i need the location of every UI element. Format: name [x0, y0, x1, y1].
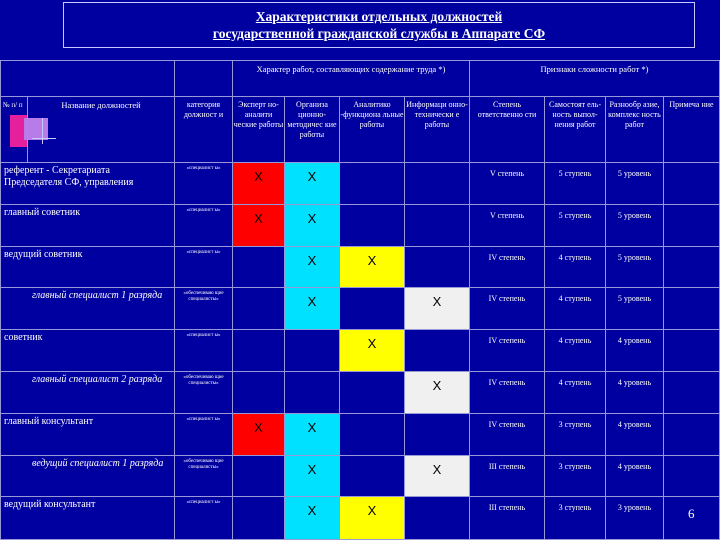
table-row-note — [664, 288, 720, 330]
mark-info: X — [405, 372, 470, 414]
table-row-category: «специалист ы» — [175, 497, 233, 540]
table-row-name: советник — [0, 330, 175, 372]
table-row-responsibility: IV степень — [470, 247, 545, 289]
header-responsibility: Степень ответственно сти — [470, 97, 545, 163]
mark-org: X — [285, 288, 340, 330]
table-row-category: «специалист ы» — [175, 163, 233, 205]
header-empty-category — [175, 60, 233, 97]
table-row-category: «обеспечиваю щие специалисты» — [175, 372, 233, 414]
header-category: категория должност и — [175, 97, 233, 163]
mark-expert: X — [233, 205, 285, 247]
table-row-name: главный специалист 2 разряда — [0, 372, 175, 414]
header-variety: Разнообр азие, комплекс ность работ — [606, 97, 664, 163]
table-row-category: «специалист ы» — [175, 247, 233, 289]
title-box — [63, 2, 695, 48]
table-row-independence: 4 ступень — [545, 330, 606, 372]
table-row-variety: 5 уровень — [606, 205, 664, 247]
table-row-name: главный специалист 1 разряда — [0, 288, 175, 330]
table-row-independence: 5 ступень — [545, 163, 606, 205]
table-row-responsibility: IV степень — [470, 288, 545, 330]
table-row-category: «обеспечиваю щие специалисты» — [175, 288, 233, 330]
table-row-variety: 5 уровень — [606, 163, 664, 205]
mark-info: X — [405, 288, 470, 330]
header-group-complexity: Признаки сложности работ *) — [470, 60, 720, 97]
title-line-2: государственной гражданской службы в Аппарате СФ — [212, 26, 546, 41]
mark-info — [405, 330, 470, 372]
mark-org: X — [285, 163, 340, 205]
header-num: № п/ п — [0, 97, 28, 163]
mark-org — [285, 330, 340, 372]
header-analytic: Аналитико -функциона льные работы — [340, 97, 405, 163]
header-empty — [0, 60, 175, 97]
table-row-note — [664, 414, 720, 456]
table-row-name: главный советник — [0, 205, 175, 247]
table-row-responsibility: IV степень — [470, 372, 545, 414]
table-row-responsibility: IV степень — [470, 330, 545, 372]
header-group-work: Характер работ, составляющих содержание труда *) — [233, 60, 470, 97]
table-row-name: референт - Секретариата Председателя СФ, управления — [0, 163, 175, 205]
table-row-note — [664, 372, 720, 414]
table-row-variety: 4 уровень — [606, 372, 664, 414]
table-row-category: «специалист ы» — [175, 330, 233, 372]
table-row-variety: 3 уровень — [606, 497, 664, 540]
table-row-independence: 4 ступень — [545, 288, 606, 330]
table-row-independence: 3 ступень — [545, 414, 606, 456]
table-row-variety: 5 уровень — [606, 288, 664, 330]
mark-analytic — [340, 205, 405, 247]
mark-info — [405, 163, 470, 205]
table-row-category: «специалист ы» — [175, 205, 233, 247]
mark-expert — [233, 372, 285, 414]
mark-info — [405, 205, 470, 247]
table-row-note — [664, 330, 720, 372]
mark-expert — [233, 247, 285, 289]
table-row-independence: 3 ступень — [545, 497, 606, 540]
header-note: Примеча ние — [664, 97, 720, 163]
mark-analytic: X — [340, 247, 405, 289]
mark-analytic — [340, 288, 405, 330]
table-row-category: «специалист ы» — [175, 414, 233, 456]
header-org: Организа ционно-методичес кие работы — [285, 97, 340, 163]
mark-expert — [233, 456, 285, 498]
mark-analytic — [340, 372, 405, 414]
table-row-variety: 4 уровень — [606, 456, 664, 498]
table-row-independence: 4 ступень — [545, 247, 606, 289]
table-row-note — [664, 163, 720, 205]
mark-expert — [233, 497, 285, 540]
table-row-variety: 4 уровень — [606, 414, 664, 456]
mark-expert — [233, 330, 285, 372]
mark-analytic — [340, 456, 405, 498]
table-row-category: «обеспечиваю щие специалисты» — [175, 456, 233, 498]
title-line-1: Характеристики отдельных должностей — [255, 9, 503, 24]
mark-expert: X — [233, 414, 285, 456]
mark-org: X — [285, 205, 340, 247]
mark-info: X — [405, 456, 470, 498]
table-row-note — [664, 247, 720, 289]
table-row-name: ведущий советник — [0, 247, 175, 289]
mark-info — [405, 414, 470, 456]
table-row-variety: 5 уровень — [606, 247, 664, 289]
table-row-responsibility: IV степень — [470, 414, 545, 456]
mark-analytic: X — [340, 497, 405, 540]
table-row-independence: 4 ступень — [545, 372, 606, 414]
header-info: Информаци онно-технически е работы — [405, 97, 470, 163]
table-row-note — [664, 456, 720, 498]
mark-org: X — [285, 247, 340, 289]
mark-org: X — [285, 456, 340, 498]
table-row-responsibility: V степень — [470, 205, 545, 247]
mark-info — [405, 497, 470, 540]
mark-info — [405, 247, 470, 289]
table-row-responsibility: III степень — [470, 497, 545, 540]
mark-expert — [233, 288, 285, 330]
table-row-responsibility: V степень — [470, 163, 545, 205]
mark-analytic — [340, 414, 405, 456]
mark-org: X — [285, 414, 340, 456]
mark-expert: X — [233, 163, 285, 205]
mark-org: X — [285, 497, 340, 540]
header-position-name: Название должностей — [28, 97, 175, 163]
mark-org — [285, 372, 340, 414]
table-row-name: главный консультант — [0, 414, 175, 456]
table-row-name: ведущий консультант — [0, 497, 175, 540]
table-row-name: ведущий специалист 1 разряда — [0, 456, 175, 498]
table-row-independence: 3 ступень — [545, 456, 606, 498]
mark-analytic: X — [340, 330, 405, 372]
header-expert: Эксперт но-аналити ческие работы — [233, 97, 285, 163]
header-independence: Самостоят ель-ность выпол-нения работ — [545, 97, 606, 163]
table-row-note — [664, 205, 720, 247]
table-row-variety: 4 уровень — [606, 330, 664, 372]
mark-analytic — [340, 163, 405, 205]
page-number: 6 — [688, 506, 695, 521]
table-row-responsibility: III степень — [470, 456, 545, 498]
table-row-independence: 5 ступень — [545, 205, 606, 247]
